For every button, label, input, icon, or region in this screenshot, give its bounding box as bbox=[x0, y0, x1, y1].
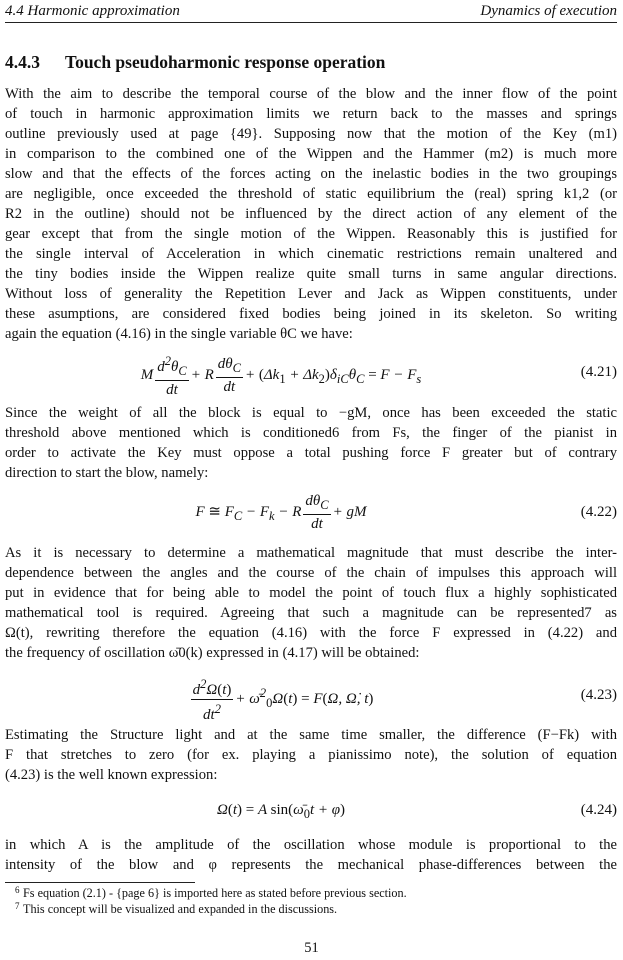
text-line: dependence between the angles and the course of the chain of impulses this approach will bbox=[5, 565, 617, 581]
text-line: (4.23) is the well known expression: bbox=[5, 767, 218, 783]
text-line: direction to start the blow, namely: bbox=[5, 465, 209, 481]
footnote-7: 7 This concept will be visualized and expanded in the discussions. bbox=[15, 901, 338, 916]
text-line: gear except that from the single motion of the Wippen. Reasonably this is justified for bbox=[5, 226, 617, 242]
equation-4-22 bbox=[5, 492, 617, 536]
header-section-title: Dynamics of execution bbox=[480, 3, 617, 19]
text-line: the tiny bodies inside the Wippen realize quite small turns in same angular directions. bbox=[5, 266, 617, 282]
text-line: threshold above mentioned which is conditioned6 from Fs, the finger of the pianist in bbox=[5, 425, 617, 441]
footnote-rule bbox=[5, 882, 195, 883]
text-line: in comparison to the combined one of the Wippen and the Hammer (m2) is much more bbox=[5, 146, 617, 162]
equation-body: M $\frac{d^2\theta_C}{dt}$ + R $\frac{d\theta_C}{dt}$ + $(\Delta k_1 + \Delta k_2)\delta_{iC}\theta_C = F - F_s$ bbox=[140, 354, 422, 398]
footnotes bbox=[5, 883, 617, 917]
text-line: of touch in harmonic approximation limits we return back to the masses and springs bbox=[5, 106, 617, 122]
text-line: Since the weight of all the block is equal to −gM, once has been exceeded the static bbox=[5, 405, 617, 421]
text-line: mathematical tool is required. Agreeing that such a magnitude can be represented7 as bbox=[5, 605, 617, 621]
text-line: With the aim to describe the temporal course of the blow and the inner flow of the point bbox=[5, 86, 617, 102]
text-line: F that stretches to zero (for ex. playing a pianissimo note), the solution of equation bbox=[5, 747, 617, 763]
equation-number: (4.23) bbox=[580, 687, 617, 703]
equation-body: $\frac{d^2\Omega(t)}{dt^2}$ + ω̄$^2_0$Ω(t) = F(Ω, Ω̇, t) bbox=[192, 677, 374, 723]
equation-number: (4.21) bbox=[580, 364, 617, 380]
text-line: are negligible, once exceeded the threshold of static equilibrium the (real) spring k1,2 (or bbox=[5, 186, 617, 202]
text-line: Ω(t), rewriting therefore the equation (4.16) with the force F expressed in (4.22) and bbox=[5, 625, 617, 641]
paragraph-magnitude bbox=[5, 543, 617, 663]
equation-4-23 bbox=[5, 675, 617, 723]
text-line: again the equation (4.16) in the single variable θC we have: bbox=[5, 326, 353, 342]
equation-body: F ≅ $F_C - F_k - R$ $\frac{d\theta_C}{dt}$ + gM bbox=[195, 493, 367, 532]
text-line: the frequency of oscillation ω̄0(k) expressed in (4.17) will be obtained: bbox=[5, 645, 420, 661]
text-line: put in evidence that for being able to model the point of touch flux a highly sophisticated bbox=[5, 585, 617, 601]
text-line: order to activate the Key must oppose a total pushing force F greater but of contrary bbox=[5, 445, 617, 461]
text-line: Estimating the Structure light and at the same time smaller, the difference (F−Fk) with bbox=[5, 727, 617, 743]
text-line: these asumptions, are considered fixed bodies being joined in its skeleton. So writing bbox=[5, 306, 617, 322]
page-number: 51 bbox=[304, 940, 319, 956]
section-heading bbox=[5, 52, 617, 73]
text-line: intensity of the blow and φ represents the mechanical phase-differences between the bbox=[5, 857, 617, 873]
header-chapter: 4.4 Harmonic approximation bbox=[5, 3, 180, 19]
equation-number: (4.24) bbox=[580, 802, 617, 818]
section-title: Touch pseudoharmonic response operation bbox=[65, 52, 386, 72]
paragraph-weight bbox=[5, 403, 617, 483]
footnote-6: 6 Fs equation (2.1) - {page 6} is imported here as stated before previous section. bbox=[15, 885, 407, 900]
equation-4-24 bbox=[5, 798, 617, 826]
paragraph-amplitude bbox=[5, 835, 617, 875]
text-line: As it is necessary to determine a mathematical magnitude that must describe the inter- bbox=[5, 545, 617, 561]
text-line: R2 in the outline) should not be influenced by the direct action of any element of the bbox=[5, 206, 617, 222]
text-line: slow and that the effects of the forces acting on the inelastic bodies in the two groupings bbox=[5, 166, 617, 182]
text-line: in which A is the amplitude of the oscillation whose module is proportional to the bbox=[5, 837, 617, 853]
equation-number: (4.22) bbox=[580, 504, 617, 520]
text-line: the single interval of Acceleration in which cinematic restrictions remain unaltered and bbox=[5, 246, 617, 262]
paragraph-solution bbox=[5, 725, 617, 785]
paragraph-intro bbox=[5, 84, 617, 344]
equation-body: Ω(t) = A $\sin(\omegā_0t + \varphi)$ bbox=[216, 802, 346, 821]
running-header bbox=[5, 0, 617, 23]
equation-4-21 bbox=[5, 352, 617, 396]
text-line: outline previously used at page {49}. Supposing now that the motion of the Key (m1) bbox=[5, 126, 617, 142]
section-number: 4.4.3 bbox=[5, 52, 40, 72]
text-line: Without loss of generality the Repetition Lever and Jack as Wippen constituents, under bbox=[5, 286, 617, 302]
